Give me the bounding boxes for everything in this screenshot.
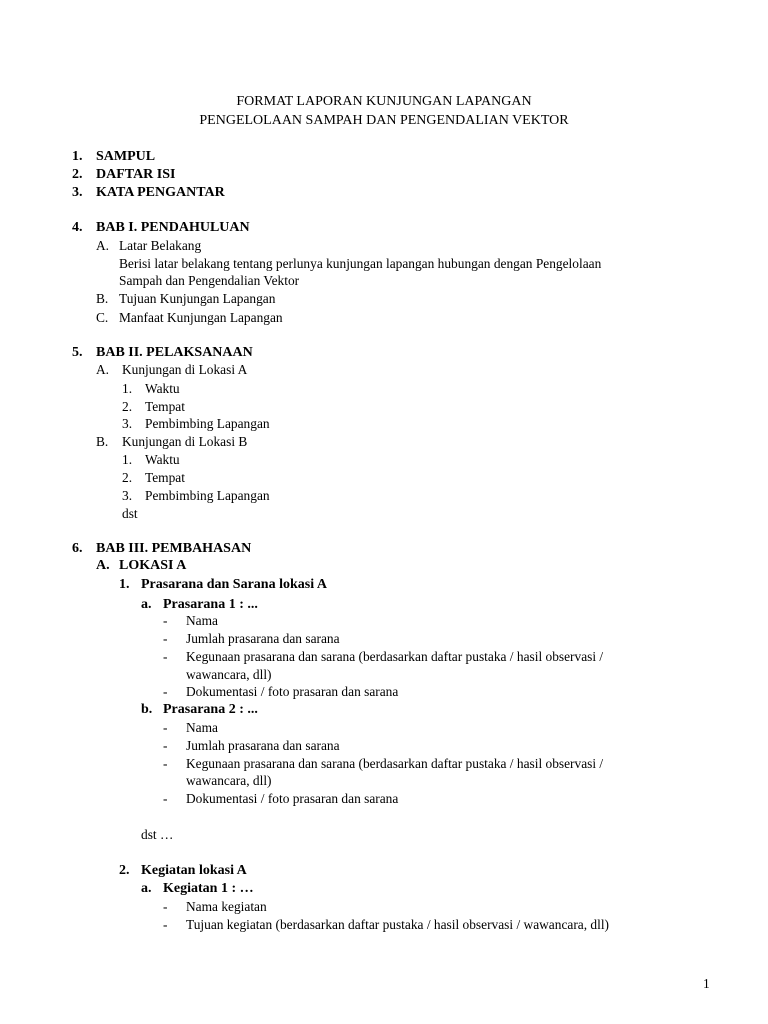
- list-item: Kegunaan prasarana dan sarana (berdasarkan daftar pustaka / hasil observasi /: [186, 756, 604, 771]
- bab2-heading: BAB II. PELAKSANAAN: [96, 345, 253, 360]
- list-number: 1.: [122, 381, 133, 396]
- sub-marker: A.: [96, 558, 110, 573]
- item-number: 5.: [72, 345, 83, 360]
- list-item: Tujuan kegiatan (berdasarkan daftar pustaka / hasil observasi / wawancara, dll): [186, 917, 610, 932]
- sub-marker: A.: [96, 362, 110, 377]
- dash-bullet: -: [163, 684, 168, 699]
- item-number: 2.: [72, 167, 83, 182]
- kegiatan-1-heading: Kegiatan 1 : …: [163, 881, 254, 896]
- list-item: Dokumentasi / foto prasaran dan sarana: [186, 791, 399, 806]
- list-item: Pembimbing Lapangan: [145, 488, 270, 503]
- document-title-line-1: FORMAT LAPORAN KUNJUNGAN LAPANGAN: [236, 94, 532, 109]
- list-item: Waktu: [145, 381, 180, 396]
- list-item: Nama: [186, 613, 218, 628]
- list-item: Dokumentasi / foto prasaran dan sarana: [186, 684, 399, 699]
- dash-bullet: -: [163, 756, 168, 771]
- list-item: Tempat: [145, 399, 185, 414]
- item-daftar-isi: DAFTAR ISI: [96, 167, 176, 182]
- list-item: Jumlah prasarana dan sarana: [186, 631, 340, 646]
- list-item: Jumlah prasarana dan sarana: [186, 738, 340, 753]
- sub-marker: B.: [96, 291, 109, 306]
- list-item-continued: wawancara, dll): [186, 667, 272, 682]
- list-item: Kegunaan prasarana dan sarana (berdasarkan daftar pustaka / hasil observasi /: [186, 649, 604, 664]
- list-item: Nama kegiatan: [186, 899, 267, 914]
- sub-marker: B.: [96, 434, 109, 449]
- list-number: 2.: [122, 399, 133, 414]
- bab3-heading: BAB III. PEMBAHASAN: [96, 541, 252, 556]
- dash-bullet: -: [163, 738, 168, 753]
- dash-bullet: -: [163, 631, 168, 646]
- list-number: 1.: [122, 452, 133, 467]
- dst-text: dst …: [141, 827, 174, 842]
- list-item: Pembimbing Lapangan: [145, 416, 270, 431]
- list-number: 3.: [122, 416, 133, 431]
- list-item: Tempat: [145, 470, 185, 485]
- bab1-manfaat: Manfaat Kunjungan Lapangan: [119, 310, 283, 325]
- prasarana-2-heading: Prasarana 2 : ...: [163, 702, 258, 717]
- bab2-lokasi-b: Kunjungan di Lokasi B: [122, 434, 248, 449]
- bab3-prasarana-sarana: Prasarana dan Sarana lokasi A: [141, 577, 327, 592]
- document-title-line-2: PENGELOLAAN SAMPAH DAN PENGENDALIAN VEKTOR: [199, 113, 569, 128]
- bab1-latar-belakang: Latar Belakang: [119, 238, 202, 253]
- sub-marker: a.: [141, 597, 152, 612]
- sub-marker: C.: [96, 310, 109, 325]
- dash-bullet: -: [163, 791, 168, 806]
- sub-marker: a.: [141, 881, 152, 896]
- dash-bullet: -: [163, 917, 168, 932]
- dash-bullet: -: [163, 613, 168, 628]
- sub-marker: b.: [141, 702, 153, 717]
- list-item-continued: wawancara, dll): [186, 773, 272, 788]
- bab2-lokasi-a: Kunjungan di Lokasi A: [122, 362, 248, 377]
- bab1-heading: BAB I. PENDAHULUAN: [96, 220, 250, 235]
- bab3-kegiatan-lokasi-a: Kegiatan lokasi A: [141, 863, 247, 878]
- page-number: 1: [703, 976, 710, 991]
- dst-text: dst: [122, 506, 138, 521]
- list-number: 3.: [122, 488, 133, 503]
- sub-marker: A.: [96, 238, 110, 253]
- item-number: 3.: [72, 185, 83, 200]
- bab1-latar-desc-2: Sampah dan Pengendalian Vektor: [119, 273, 300, 288]
- item-number: 1.: [72, 149, 83, 164]
- list-item: Nama: [186, 720, 218, 735]
- dash-bullet: -: [163, 899, 168, 914]
- item-sampul: SAMPUL: [96, 149, 156, 164]
- bab1-tujuan: Tujuan Kunjungan Lapangan: [119, 291, 276, 306]
- bab3-lokasi-a: LOKASI A: [119, 558, 187, 573]
- list-number: 2.: [119, 863, 130, 878]
- item-number: 4.: [72, 220, 83, 235]
- dash-bullet: -: [163, 720, 168, 735]
- item-kata-pengantar: KATA PENGANTAR: [96, 185, 225, 200]
- dash-bullet: -: [163, 649, 168, 664]
- prasarana-1-heading: Prasarana 1 : ...: [163, 597, 258, 612]
- bab1-latar-desc-1: Berisi latar belakang tentang perlunya kunjungan lapangan hubungan dengan Pengelolaan: [119, 256, 602, 271]
- list-number: 2.: [122, 470, 133, 485]
- list-number: 1.: [119, 577, 130, 592]
- list-item: Waktu: [145, 452, 180, 467]
- item-number: 6.: [72, 541, 83, 556]
